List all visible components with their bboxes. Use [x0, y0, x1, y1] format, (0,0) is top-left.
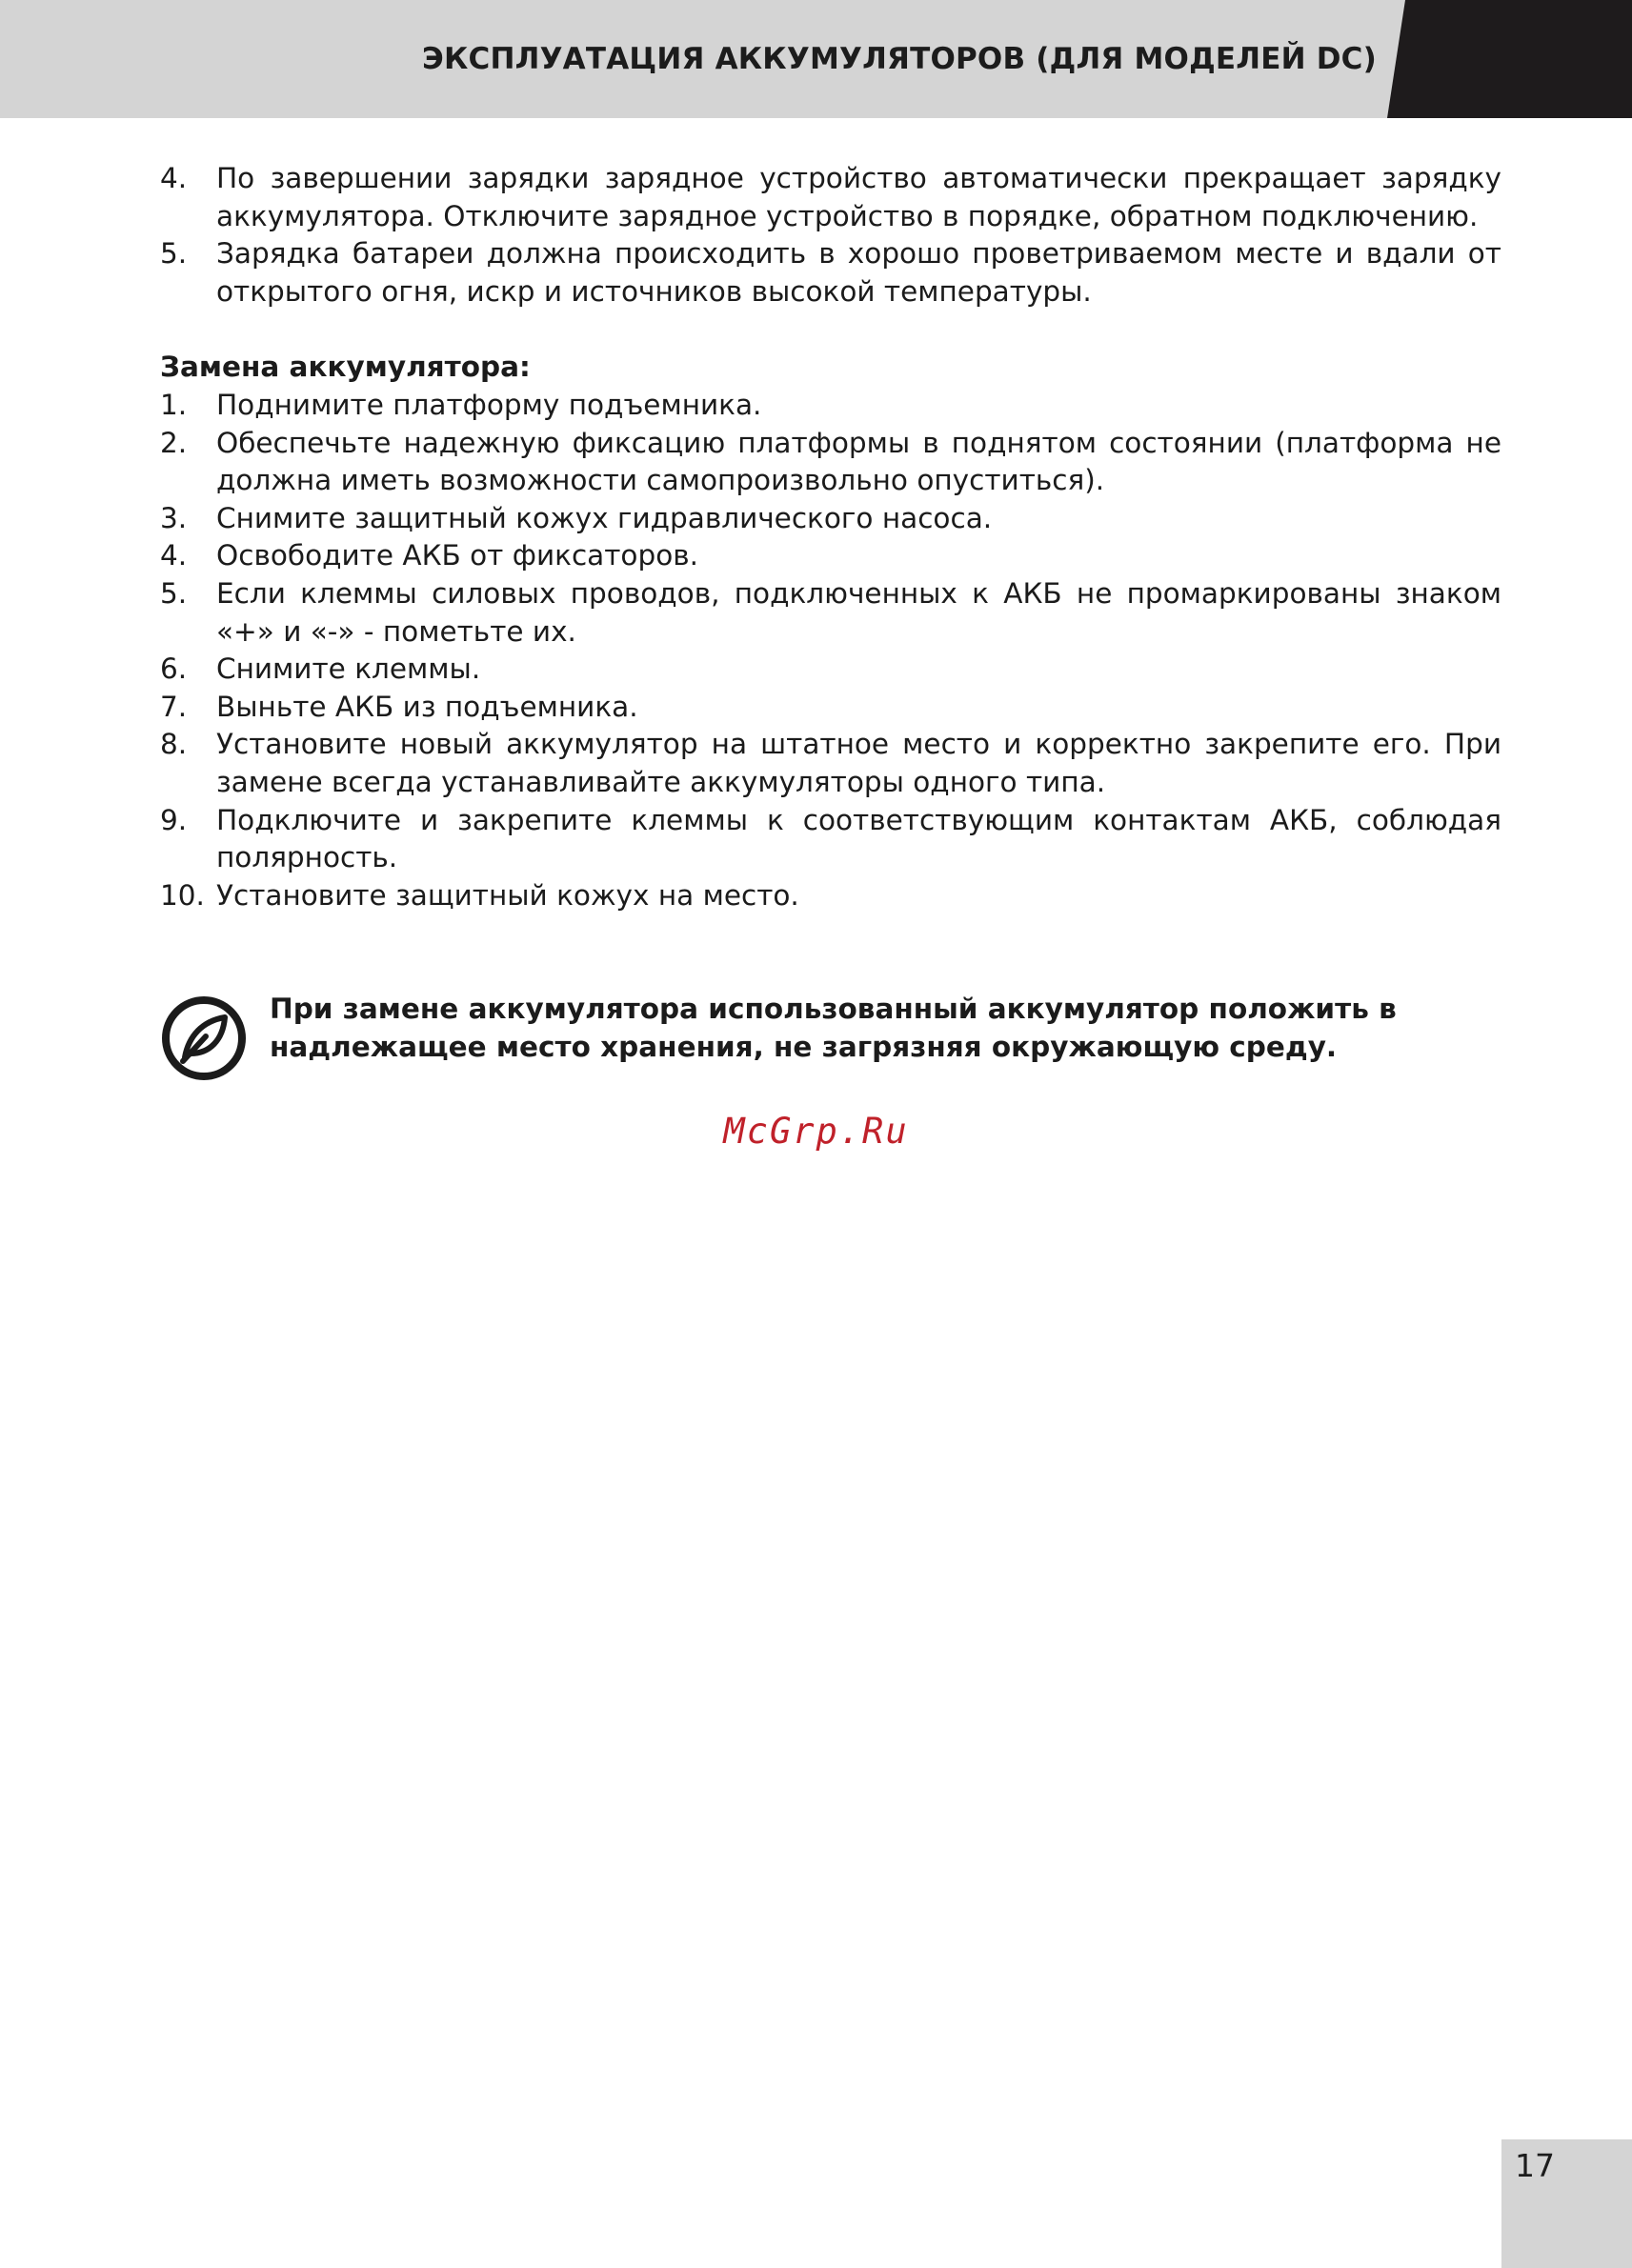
- step-text: Если клеммы силовых проводов, подключенных к АКБ не промаркированы знаком «+» и «-» - пометьте их.: [216, 576, 1501, 648]
- step-number: 8.: [160, 728, 188, 761]
- watermark: McGrp.Ru: [723, 1111, 909, 1152]
- step-text: Выньте АКБ из подъемника.: [216, 690, 638, 723]
- replacement-step: [160, 425, 1501, 500]
- page-number: 17: [1515, 2147, 1555, 2184]
- step-text: Снимите защитный кожух гидравлического насоса.: [216, 501, 993, 534]
- step-text: Освободите АКБ от фиксаторов.: [216, 539, 699, 572]
- step-number: 5.: [160, 237, 188, 271]
- step-text: Обеспечьте надежную фиксацию платформы в поднятом состоянии (платформа не должна иметь возможности самопроизвольно опуститься).: [216, 426, 1501, 497]
- step-text: Подключите и закрепите клеммы к соответствующим контактам АКБ, соблюдая полярность.: [216, 803, 1501, 874]
- section-title: ЭКСПЛУАТАЦИЯ АККУМУЛЯТОРОВ (ДЛЯ МОДЕЛЕЙ DC): [422, 42, 1377, 76]
- replacement-step: [160, 537, 1501, 575]
- eco-leaf-icon: [160, 994, 248, 1082]
- charging-step: [160, 160, 1501, 235]
- step-number: 7.: [160, 690, 188, 723]
- replacement-step: [160, 726, 1501, 801]
- header-tab: [1387, 0, 1632, 118]
- step-text: Установите защитный кожух на место.: [216, 878, 799, 912]
- replacement-step: [160, 575, 1501, 651]
- step-number: 4.: [160, 162, 188, 194]
- step-number: 6.: [160, 652, 188, 686]
- step-number: 5.: [160, 576, 188, 610]
- step-text: Снимите клеммы.: [216, 652, 481, 686]
- replacement-step: [160, 877, 1501, 915]
- replacement-step: [160, 651, 1501, 689]
- replacement-step: [160, 689, 1501, 727]
- main-content: [160, 160, 1501, 914]
- replacement-heading: Замена аккумулятора:: [160, 351, 531, 384]
- step-number: 3.: [160, 501, 188, 534]
- step-number: 2.: [160, 426, 188, 459]
- replacement-step: [160, 802, 1501, 877]
- step-text: Установите новый аккумулятор на штатное место и корректно закрепите его. При замене всегда устанавливайте аккумуляторы одного типа.: [216, 728, 1501, 798]
- charging-step: [160, 235, 1501, 311]
- replacement-step: [160, 387, 1501, 425]
- eco-note: [160, 991, 1501, 1086]
- replacement-step: [160, 500, 1501, 538]
- step-number: 10.: [160, 878, 205, 912]
- step-text: Поднимите платформу подъемника.: [216, 388, 762, 421]
- step-text: Зарядка батареи должна происходить в хорошо проветриваемом месте и вдали от открытого огня, искр и источников высокой температуры.: [216, 237, 1501, 308]
- step-number: 9.: [160, 803, 188, 836]
- step-number: 1.: [160, 388, 188, 421]
- step-text: По завершении зарядки зарядное устройство автоматически прекращает зарядку аккумулятора. Отключите зарядное устройство в порядке, обратном подключению.: [216, 162, 1501, 232]
- step-number: 4.: [160, 539, 188, 572]
- spacer: [160, 311, 1501, 349]
- eco-note-text: При замене аккумулятора использованный аккумулятор положить в надлежащее место хранения, не загрязняя окружающую среду.: [270, 993, 1397, 1063]
